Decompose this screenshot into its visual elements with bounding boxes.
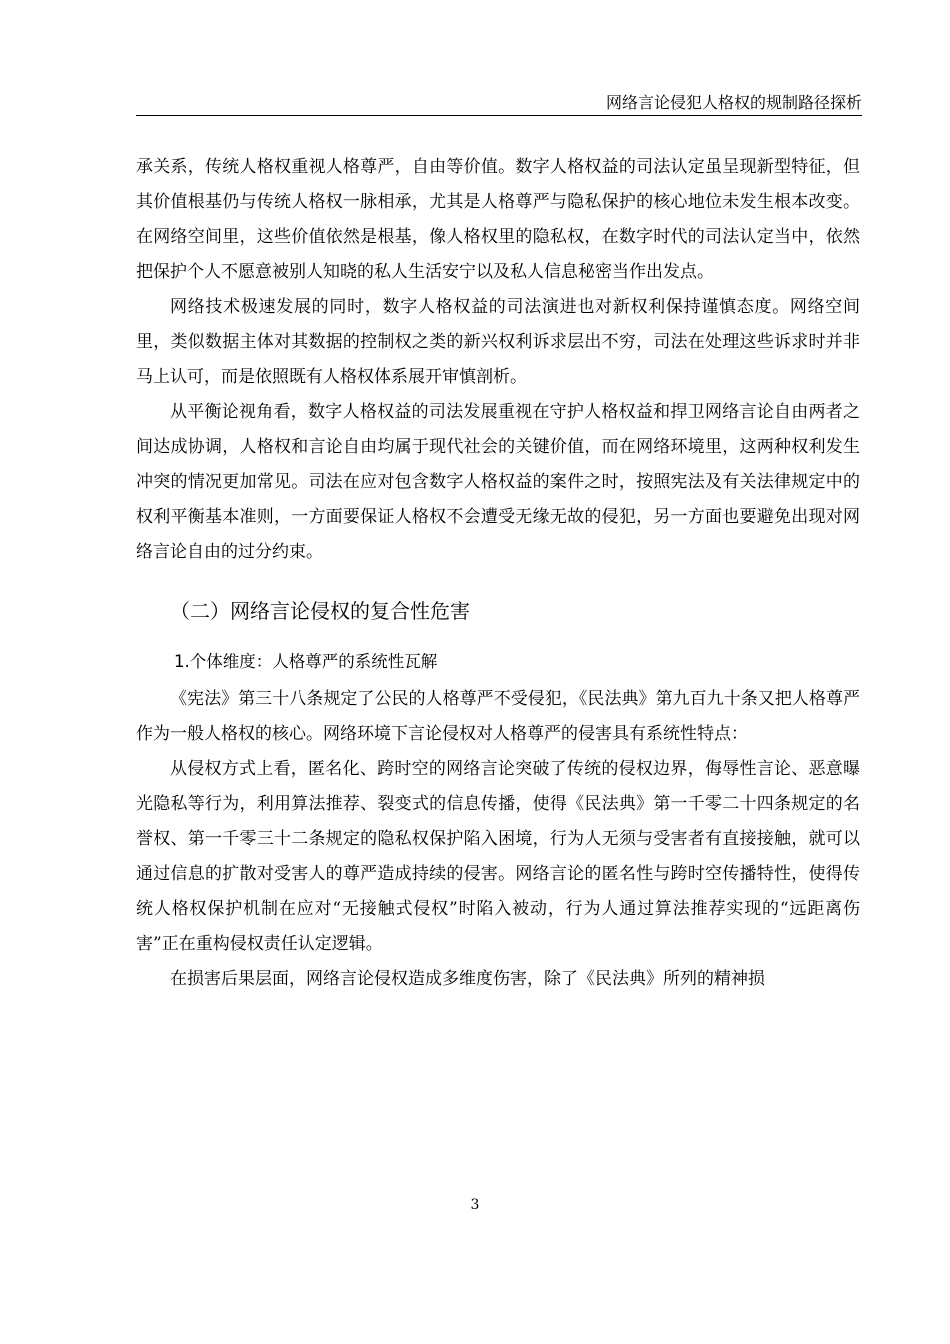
section-heading: （二）网络言论侵权的复合性危害 (170, 599, 470, 623)
subsection-heading: 1.个体维度：人格尊严的系统性瓦解 (174, 652, 438, 671)
header-divider (136, 115, 862, 116)
document-body (136, 150, 860, 997)
paragraph-continuation: 承关系，传统人格权重视人格尊严，自由等价值。数字人格权益的司法认定虽呈现新型特征，但其价值根基仍与传统人格权一脉相承，尤其是人格尊严与隐私保护的核心地位未发生根本改变。在网络空间里，这些价值依然是根基，像人格权里的隐私权，在数字时代的司法认定当中，依然把保护个人不愿意被别人知晓的私人生活安宁以及私人信息秘密当作出发点。 (136, 157, 860, 282)
paragraph: 从侵权方式上看，匿名化、跨时空的网络言论突破了传统的侵权边界，侮辱性言论、恶意曝光隐私等行为，利用算法推荐、裂变式的信息传播，使得《民法典》第一千零二十四条规定的名誉权、第一千零三十二条规定的隐私权保护陷入困境，行为人无须与受害者有直接接触，就可以通过信息的扩散对受害人的尊严造成持续的侵害。网络言论的匿名性与跨时空传播特性，使得传统人格权保护机制在应对“无接触式侵权”时陷入被动，行为人通过算法推荐实现的“远距离伤害”正在重构侵权责任认定逻辑。 (136, 759, 860, 954)
paragraph: 网络技术极速发展的同时，数字人格权益的司法演进也对新权利保持谨慎态度。网络空间里，类似数据主体对其数据的控制权之类的新兴权利诉求层出不穷，司法在处理这些诉求时并非马上认可，而是依照既有人格权体系展开审慎剖析。 (136, 297, 860, 387)
running-header-title: 网络言论侵犯人格权的规制路径探析 (605, 93, 862, 112)
paragraph: 《宪法》第三十八条规定了公民的人格尊严不受侵犯，《民法典》第九百九十条又把人格尊严作为一般人格权的核心。网络环境下言论侵权对人格尊严的侵害具有系统性特点： (136, 689, 860, 744)
paragraph: 从平衡论视角看，数字人格权益的司法发展重视在守护人格权益和捍卫网络言论自由两者之间达成协调，人格权和言论自由均属于现代社会的关键价值，而在网络环境里，这两种权利发生冲突的情况更加常见。司法在应对包含数字人格权益的案件之时，按照宪法及有关法律规定中的权利平衡基本准则，一方面要保证人格权不会遭受无缘无故的侵犯，另一方面也要避免出现对网络言论自由的过分约束。 (136, 402, 860, 562)
paragraph: 在损害后果层面，网络言论侵权造成多维度伤害，除了《民法典》所列的精神损 (170, 969, 765, 989)
page-number: 3 (470, 1197, 480, 1213)
